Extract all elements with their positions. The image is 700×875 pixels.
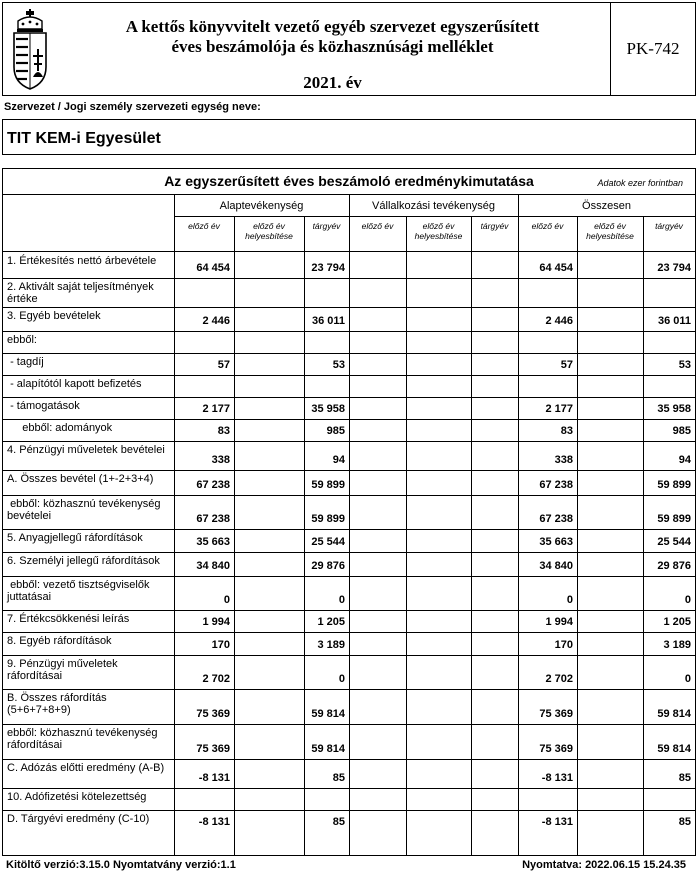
- row-divider: [3, 724, 695, 725]
- column-subheader: tárgyév: [480, 221, 509, 231]
- row-value: 985: [672, 425, 691, 437]
- row-value: 75 369: [196, 743, 230, 755]
- row-value: 23 794: [311, 262, 345, 274]
- row-label: ebből: adományok: [7, 422, 113, 434]
- row-value: 75 369: [539, 743, 573, 755]
- row-value: 67 238: [196, 479, 230, 491]
- row-label: 2. Aktivált saját teljesítmények értéke: [7, 281, 157, 305]
- row-divider: [3, 397, 695, 398]
- row-value: 53: [332, 359, 345, 371]
- row-value: 53: [678, 359, 691, 371]
- row-value: 64 454: [539, 262, 573, 274]
- row-value: 59 899: [311, 513, 345, 525]
- row-label: - támogatások: [7, 400, 80, 412]
- row-divider: [3, 419, 695, 420]
- row-label: 5. Anyagjellegű ráfordítások: [7, 532, 143, 544]
- row-value: 85: [332, 772, 345, 784]
- row-divider: [3, 441, 695, 442]
- row-value: 0: [684, 594, 691, 606]
- row-value: 67 238: [196, 513, 230, 525]
- form-title-line-2: éves beszámolója és közhasznúsági melléklet: [171, 37, 494, 56]
- row-label: ebből: vezető tisztségviselők juttatásai: [7, 579, 153, 603]
- column-group-header: Összesen: [582, 200, 631, 212]
- row-value: 35 958: [657, 403, 691, 415]
- row-value: 3 189: [663, 639, 691, 651]
- row-value: 2 446: [545, 315, 573, 327]
- row-value: 34 840: [196, 560, 230, 572]
- row-value: 338: [211, 454, 230, 466]
- row-value: 59 899: [657, 513, 691, 525]
- organization-name: TIT KEM-i Egyesület: [2, 119, 696, 155]
- row-divider: [3, 353, 695, 354]
- row-value: -8 131: [541, 772, 573, 784]
- organization-label: Szervezet / Jogi személy szervezeti egység neve:: [4, 101, 261, 113]
- row-divider: [3, 529, 695, 530]
- coat-of-arms-icon: [9, 9, 51, 91]
- column-subheader: tárgyév: [655, 221, 683, 231]
- row-divider: [3, 759, 695, 760]
- row-value: 34 840: [539, 560, 573, 572]
- row-divider: [3, 655, 695, 656]
- row-divider: [3, 375, 695, 376]
- row-value: 0: [338, 594, 345, 606]
- form-title-line-1: A kettős könyvvitelt vezető egyéb szervezet egyszerűsített: [125, 17, 540, 36]
- row-value: 59 899: [657, 479, 691, 491]
- column-subheader: előző év helyesbítése: [414, 221, 463, 241]
- row-label: 4. Pénzügyi műveletek bevételei: [7, 444, 165, 456]
- row-value: 0: [566, 594, 573, 606]
- column-divider: [349, 195, 350, 855]
- row-value: 2 702: [545, 673, 573, 685]
- row-value: 75 369: [539, 708, 573, 720]
- row-label: ebből: közhasznú tevékenység ráfordításai: [7, 727, 161, 751]
- table-title-text: Az egyszerűsített éves beszámoló eredménykimutatása: [164, 173, 534, 189]
- column-subheader: előző év: [531, 221, 564, 231]
- row-value: 985: [326, 425, 345, 437]
- row-value: 85: [678, 772, 691, 784]
- row-value: 57: [560, 359, 573, 371]
- row-value: 338: [554, 454, 573, 466]
- table-unit-note: Adatok ezer forintban: [597, 178, 683, 188]
- report-year: 2021. év: [303, 73, 362, 92]
- row-value: 94: [332, 454, 345, 466]
- row-value: 59 814: [657, 708, 691, 720]
- row-value: 2 177: [545, 403, 573, 415]
- row-label: 9. Pénzügyi műveletek ráfordításai: [7, 658, 121, 682]
- row-divider: [3, 610, 695, 611]
- row-label: 8. Egyéb ráfordítások: [7, 635, 112, 647]
- row-value: 0: [223, 594, 230, 606]
- row-value: 85: [332, 816, 345, 828]
- row-value: 2 177: [202, 403, 230, 415]
- row-label: C. Adózás előtti eredmény (A-B): [7, 762, 165, 774]
- column-subheader: előző év helyesbítése: [586, 221, 634, 241]
- income-statement-table: [2, 168, 696, 856]
- row-value: 23 794: [657, 262, 691, 274]
- row-label: 1. Értékesítés nettó árbevétele: [7, 255, 157, 267]
- software-version: Kitöltő verzió:3.15.0 Nyomtatvány verzió:1.1: [6, 859, 236, 871]
- row-value: 64 454: [196, 262, 230, 274]
- row-value: 25 544: [657, 536, 691, 548]
- row-value: -8 131: [541, 816, 573, 828]
- column-divider: [518, 195, 519, 855]
- row-label: 10. Adófizetési kötelezettség: [7, 791, 147, 803]
- row-divider: [3, 576, 695, 577]
- row-divider: [3, 632, 695, 633]
- row-label: ebből:: [7, 334, 37, 346]
- row-value: 59 814: [311, 708, 345, 720]
- row-value: 67 238: [539, 513, 573, 525]
- row-divider: [3, 307, 695, 308]
- row-value: 170: [211, 639, 230, 651]
- row-divider: [3, 331, 695, 332]
- row-divider: [3, 278, 695, 279]
- header-bottom-divider: [3, 251, 695, 252]
- row-value: 1 994: [545, 616, 573, 628]
- row-value: 35 663: [539, 536, 573, 548]
- row-label: - tagdíj: [7, 356, 44, 368]
- row-label: D. Tárgyévi eredmény (C-10): [7, 813, 150, 825]
- row-divider: [3, 788, 695, 789]
- row-value: 29 876: [657, 560, 691, 572]
- row-value: 83: [560, 425, 573, 437]
- row-value: 2 446: [202, 315, 230, 327]
- column-group-header: Alaptevékenység: [219, 200, 304, 212]
- row-value: 35 663: [196, 536, 230, 548]
- print-timestamp: Nyomtatva: 2022.06.15 15.24.35: [522, 859, 686, 871]
- row-value: 1 994: [202, 616, 230, 628]
- row-value: 0: [338, 673, 345, 685]
- row-value: 59 899: [311, 479, 345, 491]
- column-subheader: tárgyév: [312, 221, 341, 231]
- row-value: 1 205: [663, 616, 691, 628]
- row-value: 2 702: [202, 673, 230, 685]
- row-label: 7. Értékcsökkenési leírás: [7, 613, 130, 625]
- row-value: 170: [554, 639, 573, 651]
- row-value: 3 189: [317, 639, 345, 651]
- row-divider: [3, 470, 695, 471]
- row-value: -8 131: [198, 772, 230, 784]
- column-subheader: előző év: [188, 221, 220, 231]
- row-label: A. Összes bevétel (1+-2+3+4): [7, 473, 154, 485]
- table-title: [3, 169, 695, 195]
- row-label: - alapítótól kapott befizetés: [7, 378, 142, 390]
- row-value: 57: [217, 359, 230, 371]
- row-divider: [3, 810, 695, 811]
- row-value: 25 544: [311, 536, 345, 548]
- row-value: 83: [217, 425, 230, 437]
- form-header: [2, 2, 696, 96]
- row-value: 67 238: [539, 479, 573, 491]
- form-code: PK-742: [626, 39, 680, 58]
- row-value: -8 131: [198, 816, 230, 828]
- row-value: 29 876: [311, 560, 345, 572]
- row-value: 36 011: [657, 315, 691, 327]
- row-value: 85: [678, 816, 691, 828]
- row-label: B. Összes ráfordítás (5+6+7+8+9): [7, 692, 110, 716]
- row-value: 59 814: [657, 743, 691, 755]
- row-value: 75 369: [196, 708, 230, 720]
- row-value: 35 958: [311, 403, 345, 415]
- row-value: 0: [684, 673, 691, 685]
- row-divider: [3, 552, 695, 553]
- row-label: ebből: közhasznú tevékenység bevételei: [7, 498, 164, 522]
- row-label: 6. Személyi jellegű ráfordítások: [7, 555, 160, 567]
- row-value: 94: [678, 454, 691, 466]
- column-divider: [174, 195, 175, 855]
- column-subheader: előző év: [361, 221, 394, 231]
- column-subheader: előző év helyesbítése: [245, 221, 293, 241]
- row-value: 59 814: [311, 743, 345, 755]
- row-divider: [3, 495, 695, 496]
- row-divider: [3, 689, 695, 690]
- column-group-header: Vállalkozási tevékenység: [372, 200, 495, 212]
- row-label: 3. Egyéb bevételek: [7, 310, 101, 322]
- form-title-block: [55, 3, 611, 95]
- row-value: 1 205: [317, 616, 345, 628]
- row-value: 36 011: [311, 315, 345, 327]
